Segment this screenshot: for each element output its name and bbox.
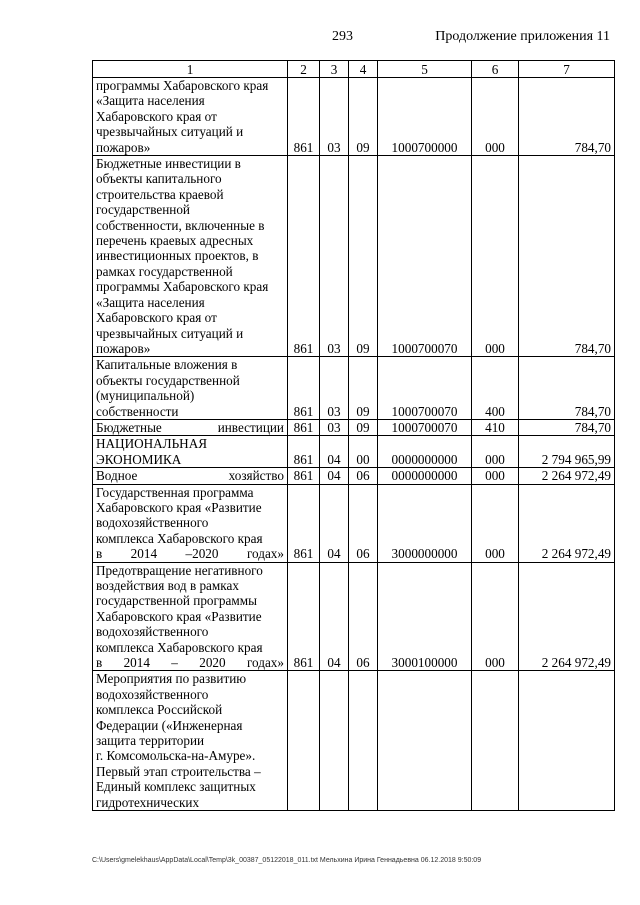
column-header: 7 <box>519 61 615 78</box>
code-cell: 04 <box>320 468 349 484</box>
table-row <box>93 419 615 435</box>
row-name-line: НАЦИОНАЛЬНАЯ <box>96 436 208 452</box>
row-name-line: Водное хозяйство <box>96 468 284 484</box>
code-cell: 000 <box>472 484 519 562</box>
table-row <box>93 357 615 420</box>
code-cell: 03 <box>320 357 349 420</box>
row-name-line: гидротехнических <box>96 794 200 810</box>
row-name-line: строительства краевой <box>96 186 224 202</box>
code-cell: 000 <box>472 78 519 156</box>
table-row <box>93 484 615 562</box>
row-name-line: объекты капитального <box>96 171 222 187</box>
row-name-line: г. Комсомольска-на-Амуре». <box>96 748 256 764</box>
amount-cell: 784,70 <box>519 357 615 420</box>
code-cell <box>472 671 519 811</box>
row-name-line: комплекса Российской <box>96 702 223 718</box>
code-cell: 861 <box>288 156 320 357</box>
amount-cell: 784,70 <box>519 419 615 435</box>
row-name-line: Хабаровского края от <box>96 108 217 124</box>
code-cell: 861 <box>288 468 320 484</box>
code-cell: 861 <box>288 484 320 562</box>
code-cell: 861 <box>288 562 320 671</box>
row-name-cell <box>93 671 288 811</box>
code-cell: 09 <box>349 419 378 435</box>
row-name-line: пожаров» <box>96 139 151 155</box>
row-name-cell <box>93 436 288 468</box>
code-cell: 000 <box>472 156 519 357</box>
code-cell <box>288 671 320 811</box>
row-name-line: «Защита населения <box>96 294 205 310</box>
row-name-cell <box>93 562 288 671</box>
table-row <box>93 671 615 811</box>
amount-cell: 2 264 972,49 <box>519 468 615 484</box>
row-name-line: Хабаровского края «Развитие <box>96 608 262 624</box>
code-cell: 3000000000 <box>378 484 472 562</box>
row-name-cell <box>93 357 288 420</box>
code-cell: 000 <box>472 468 519 484</box>
row-name-line: Мероприятия по развитию <box>96 671 247 687</box>
code-cell: 04 <box>320 562 349 671</box>
row-name-line: Бюджетные инвестиции в <box>96 156 241 172</box>
code-cell: 00 <box>349 436 378 468</box>
file-path-footer: C:\Users\gmelekhaus\AppData\Local\Temp\3k_00387_05122018_011.txt Мельхина Ирина Геннадьевна 06.12.2018 9:50:09 <box>92 857 482 864</box>
code-cell <box>378 671 472 811</box>
row-name-line: пожаров» <box>96 340 151 356</box>
amount-cell: 2 794 965,99 <box>519 436 615 468</box>
code-cell: 03 <box>320 156 349 357</box>
table-row <box>93 436 615 468</box>
row-name-line: водохозяйственного <box>96 686 209 702</box>
row-name-line: собственности <box>96 403 179 419</box>
code-cell: 04 <box>320 484 349 562</box>
table-row <box>93 78 615 156</box>
column-header: 6 <box>472 61 519 78</box>
column-header: 2 <box>288 61 320 78</box>
row-name-line: воздействия вод в рамках <box>96 578 239 593</box>
code-cell: 06 <box>349 468 378 484</box>
row-name-cell <box>93 468 288 484</box>
row-name-line: Первый этап строительства – <box>96 763 261 779</box>
table-row <box>93 156 615 357</box>
code-cell: 400 <box>472 357 519 420</box>
row-name-line: водохозяйственного <box>96 515 209 531</box>
code-cell: 06 <box>349 562 378 671</box>
row-name-line: в 2014 – 2020 годах» <box>96 655 284 671</box>
amount-cell: 784,70 <box>519 156 615 357</box>
code-cell <box>320 671 349 811</box>
code-cell: 000 <box>472 562 519 671</box>
code-cell: 06 <box>349 484 378 562</box>
amount-cell <box>519 671 615 811</box>
row-name-line: Федерации («Инженерная <box>96 717 243 733</box>
amount-cell: 2 264 972,49 <box>519 484 615 562</box>
table-header-row <box>93 61 615 78</box>
code-cell: 0000000000 <box>378 468 472 484</box>
row-name-line: (муниципальной) <box>96 388 195 404</box>
code-cell: 04 <box>320 436 349 468</box>
row-name-line: государственной <box>96 202 190 218</box>
code-cell: 09 <box>349 357 378 420</box>
row-name-cell <box>93 78 288 156</box>
row-name-line: Государственная программа <box>96 484 254 500</box>
code-cell: 03 <box>320 78 349 156</box>
appendix-continuation-label: Продолжение приложения 11 <box>435 29 610 44</box>
code-cell: 000 <box>472 436 519 468</box>
code-cell: 1000700070 <box>378 357 472 420</box>
code-cell: 09 <box>349 78 378 156</box>
row-name-line: программы Хабаровского края <box>96 279 269 295</box>
row-name-line: собственности, включенные в <box>96 217 265 233</box>
table-row <box>93 562 615 671</box>
table-row <box>93 468 615 484</box>
row-name-line: рамках государственной <box>96 263 233 279</box>
amount-cell: 784,70 <box>519 78 615 156</box>
code-cell: 410 <box>472 419 519 435</box>
row-name-line: защита территории <box>96 733 205 749</box>
row-name-cell <box>93 419 288 435</box>
row-name-line: ЭКОНОМИКА <box>96 451 182 467</box>
row-name-line: чрезвычайных ситуаций и <box>96 124 244 140</box>
code-cell: 09 <box>349 156 378 357</box>
row-name-line: Бюджетные инвестиции <box>96 419 284 435</box>
row-name-line: Предотвращение негативного <box>96 562 263 578</box>
row-name-line: объекты государственной <box>96 372 240 388</box>
row-name-cell <box>93 484 288 562</box>
column-header: 1 <box>93 61 288 78</box>
row-name-line: в 2014 –2020 годах» <box>96 546 284 562</box>
row-name-line: Хабаровского края от <box>96 310 217 326</box>
code-cell: 1000700000 <box>378 78 472 156</box>
row-name-line: перечень краевых адресных <box>96 233 254 249</box>
row-name-line: Капитальные вложения в <box>96 357 238 373</box>
code-cell: 3000100000 <box>378 562 472 671</box>
code-cell <box>349 671 378 811</box>
row-name-cell <box>93 156 288 357</box>
row-name-line: комплекса Хабаровского края <box>96 639 263 655</box>
row-name-line: Единый комплекс защитных <box>96 779 256 795</box>
code-cell: 1000700070 <box>378 156 472 357</box>
code-cell: 0000000000 <box>378 436 472 468</box>
row-name-line: Хабаровского края «Развитие <box>96 499 262 515</box>
row-name-line: комплекса Хабаровского края <box>96 530 263 546</box>
code-cell: 861 <box>288 78 320 156</box>
row-name-line: государственной программы <box>96 593 257 609</box>
column-header: 3 <box>320 61 349 78</box>
row-name-line: чрезвычайных ситуаций и <box>96 325 244 341</box>
row-name-line: «Защита населения <box>96 93 205 109</box>
column-header: 5 <box>378 61 472 78</box>
code-cell: 861 <box>288 357 320 420</box>
budget-table <box>92 60 615 811</box>
code-cell: 861 <box>288 436 320 468</box>
code-cell: 861 <box>288 419 320 435</box>
row-name-line: программы Хабаровского края <box>96 78 269 93</box>
row-name-line: инвестиционных проектов, в <box>96 248 259 264</box>
page-number: 293 <box>332 29 353 44</box>
amount-cell: 2 264 972,49 <box>519 562 615 671</box>
code-cell: 03 <box>320 419 349 435</box>
row-name-line: водохозяйственного <box>96 624 209 640</box>
code-cell: 1000700070 <box>378 419 472 435</box>
column-header: 4 <box>349 61 378 78</box>
